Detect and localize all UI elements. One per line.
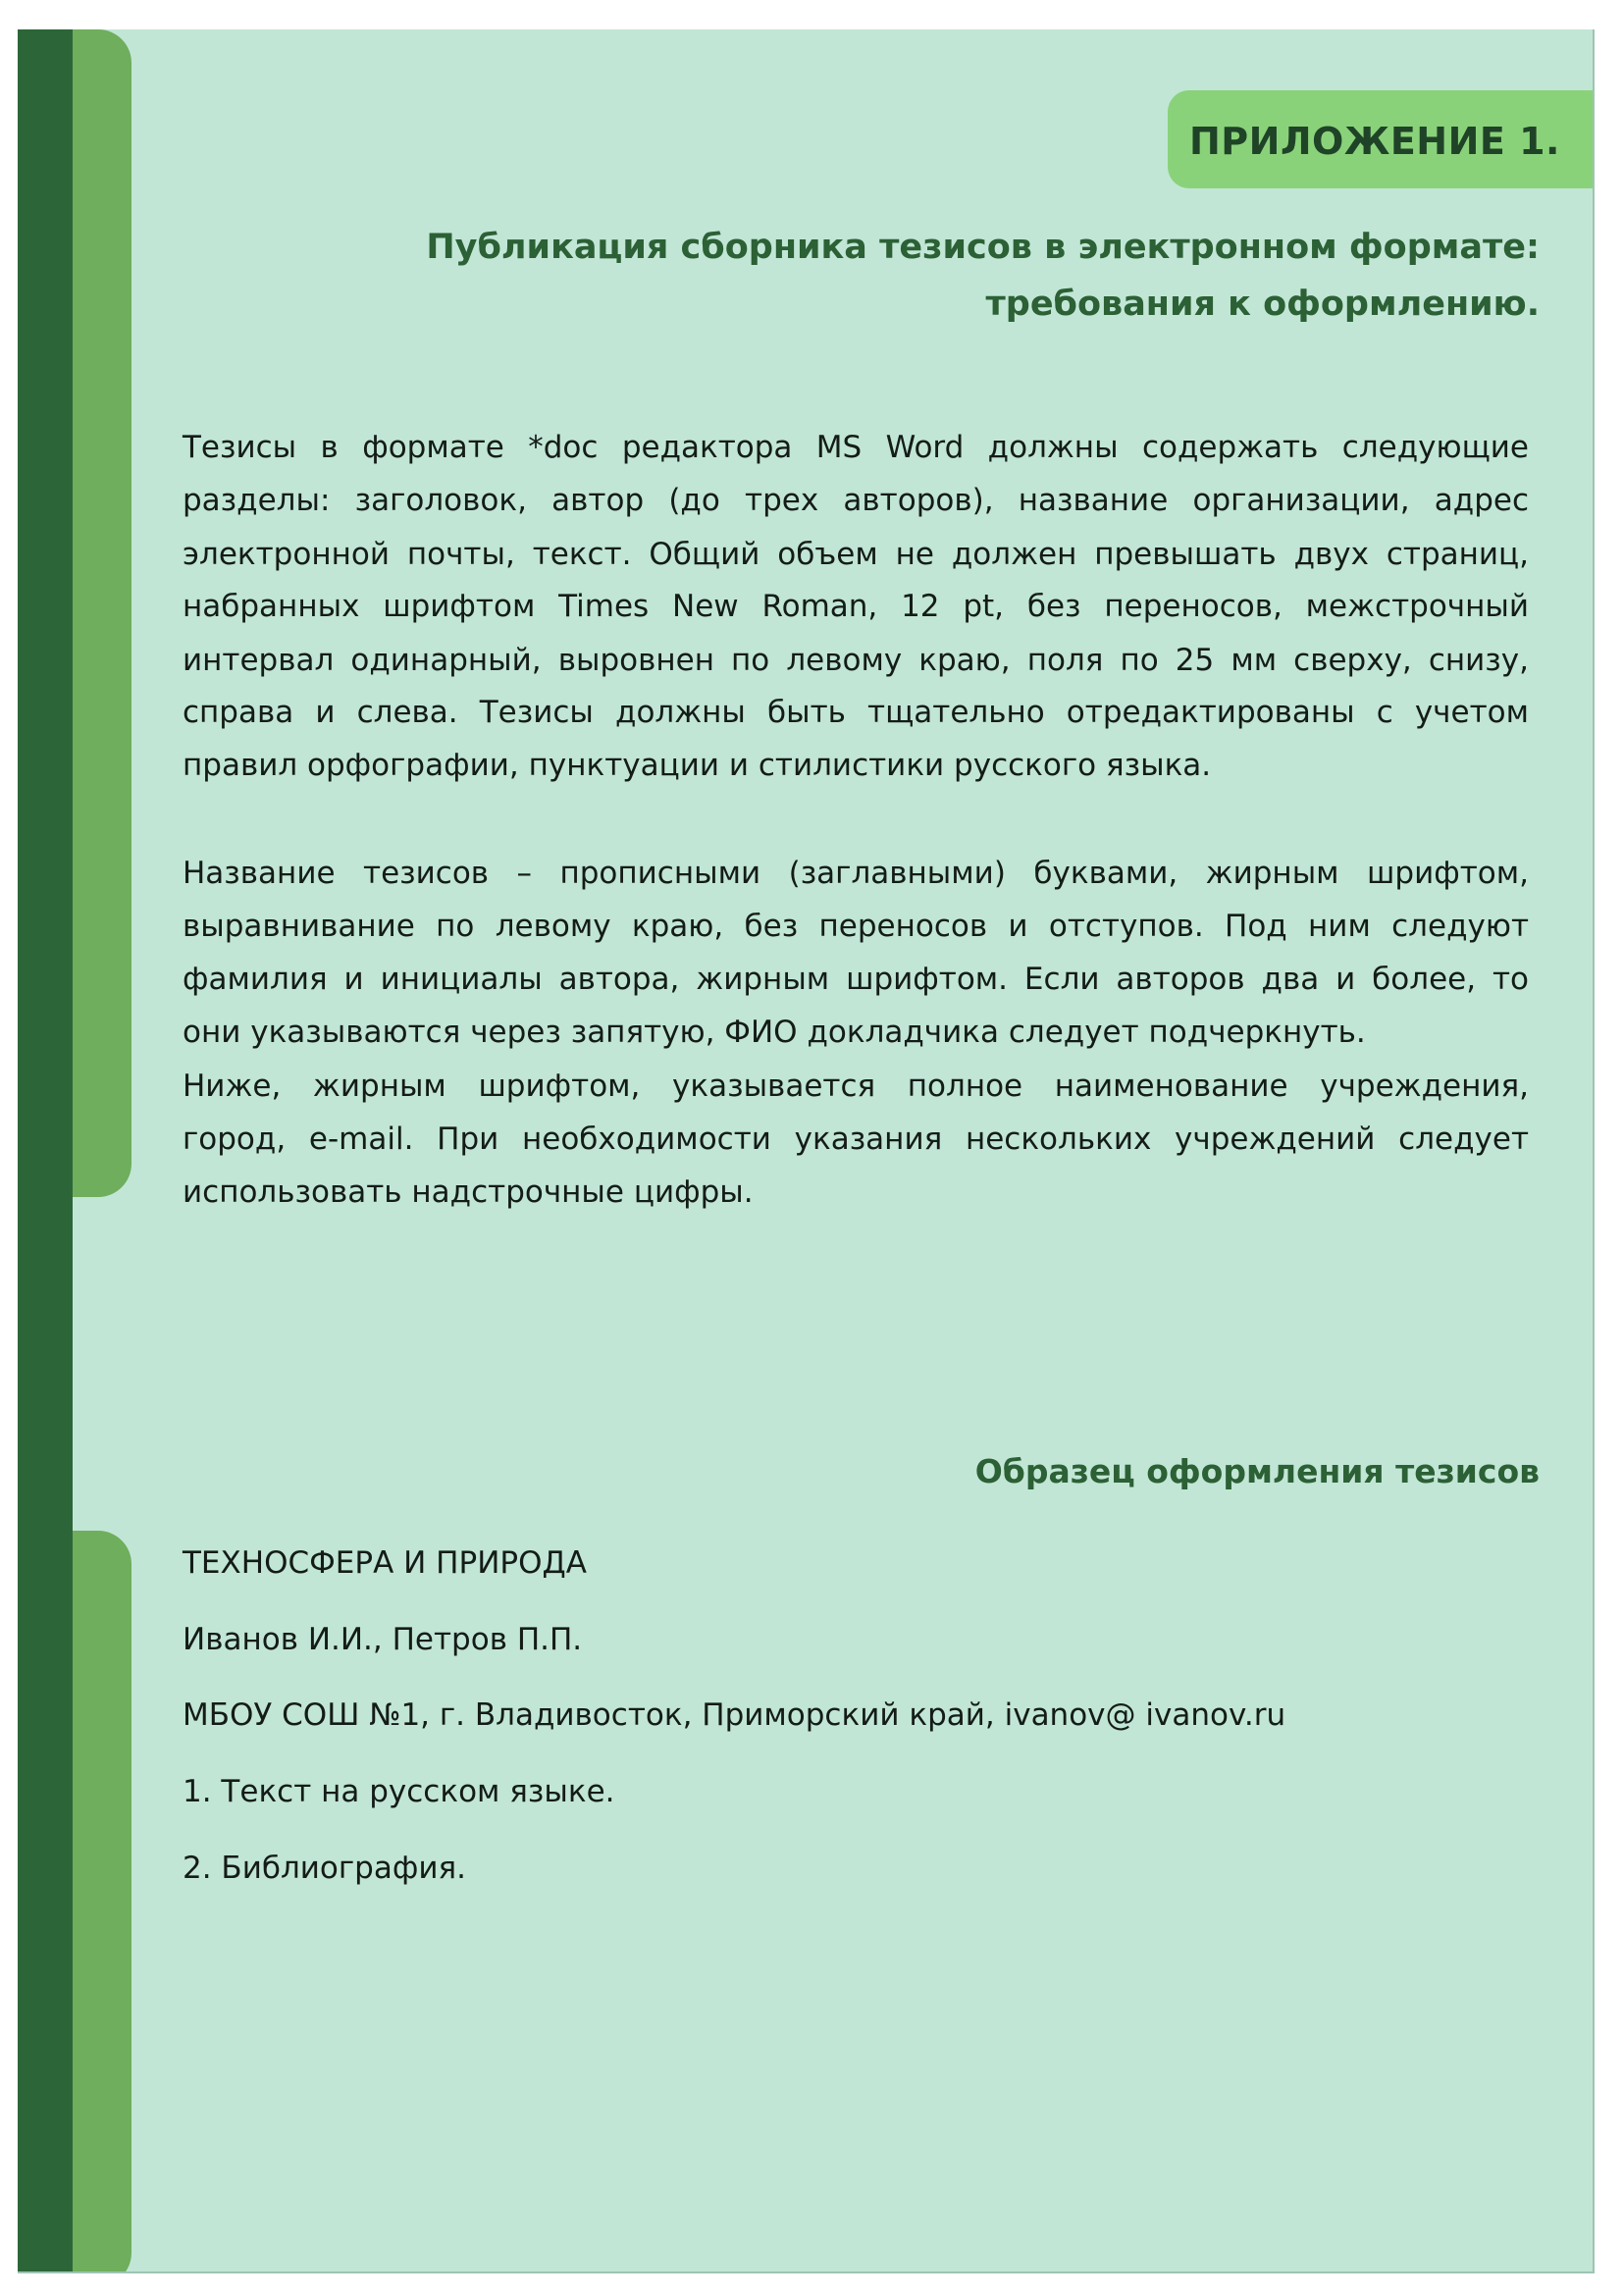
side-tab-lower	[73, 1531, 131, 2273]
paragraph2-line: они указываются через запятую, ФИО докладчика следует подчеркнуть.	[183, 1015, 1366, 1050]
paragraph2-line: использовать надстрочные цифры.	[183, 1174, 754, 1210]
dark-side-stripe	[18, 29, 73, 2271]
paragraph1-line: правил орфографии, пунктуации и стилистики русского языка.	[183, 748, 1212, 783]
paragraph2-line: Ниже, жирным шрифтом, указывается полное наименование учреждения,	[183, 1069, 1529, 1104]
paragraph2-line: выравнивание по левому краю, без переносов и отступов. Под ним следуют	[183, 909, 1529, 944]
paragraph1-line: интервал одинарный, выровнен по левому краю, поля по 25 мм сверху, снизу,	[183, 643, 1529, 678]
paragraph1-line: разделы: заголовок, автор (до трех авторов), название организации, адрес	[183, 483, 1529, 518]
paragraph1-line: электронной почты, текст. Общий объем не должен превышать двух страниц,	[183, 537, 1529, 572]
paragraph2-line: город, e-mail. При необходимости указания нескольких учреждений следует	[183, 1122, 1529, 1157]
paragraph1-line: Тезисы в формате *doc редактора MS Word должны содержать следующие	[183, 430, 1529, 465]
paragraph2-line: фамилия и инициалы автора, жирным шрифтом. Если авторов два и более, то	[183, 962, 1529, 997]
sample-authors: Иванов И.И., Петров П.П.	[183, 1622, 583, 1657]
paragraph1-line: справа и слева. Тезисы должны быть тщательно отредактированы с учетом	[183, 695, 1529, 730]
headline-line-1: Публикация сборника тезисов в электронном формате:	[426, 228, 1540, 267]
sample-title: Образец оформления тезисов	[974, 1452, 1540, 1490]
appendix-label: ПРИЛОЖЕНИЕ 1.	[1189, 120, 1560, 163]
sample-organization: МБОУ СОШ №1, г. Владивосток, Приморский край, ivanov@ ivanov.ru	[183, 1697, 1286, 1733]
headline-line-2: требования к оформлению.	[985, 285, 1540, 324]
paragraph1-line: набранных шрифтом Times New Roman, 12 pt, без переносов, межстрочный	[183, 589, 1529, 624]
paragraph2-line: Название тезисов – прописными (заглавными) буквами, жирным шрифтом,	[183, 856, 1529, 891]
sample-item-2: 2. Библиография.	[183, 1851, 467, 1886]
side-tab-upper	[73, 29, 131, 1197]
sample-thesis-title: ТЕХНОСФЕРА И ПРИРОДА	[183, 1545, 587, 1581]
sample-item-1: 1. Текст на русском языке.	[183, 1774, 615, 1809]
